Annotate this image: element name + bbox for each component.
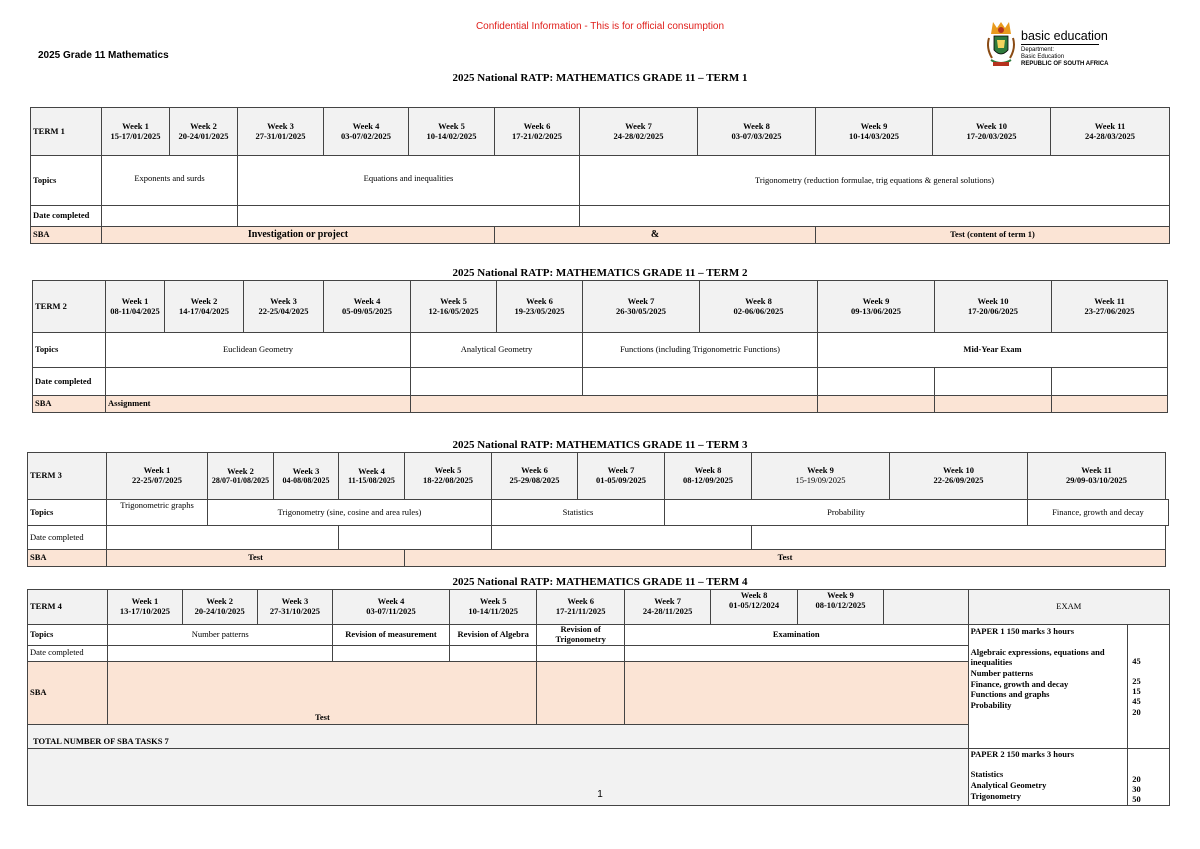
logo-title: basic education: [1021, 29, 1108, 43]
term3-topic-statistics: Statistics: [492, 500, 665, 526]
term2-table: [32, 280, 1168, 413]
term2-date-cell: [411, 368, 583, 396]
term3-table: [27, 452, 1169, 567]
term4-week-8: Week 8 01-05/12/2024: [711, 590, 797, 625]
paper1-mark: 45: [1132, 655, 1141, 666]
term3-week-6: Week 6 25-29/08/2025: [492, 453, 578, 500]
term2-sba-label: SBA: [33, 396, 106, 413]
term1-week-6: Week 6 17-21/02/2025: [495, 108, 580, 156]
term3-date-cell: [492, 526, 752, 550]
term2-week-10: Week 10 17-20/06/2025: [935, 281, 1052, 333]
term4-sba-label: SBA: [28, 661, 108, 724]
term1-date-cell: [238, 206, 580, 227]
term2-date-cell: [935, 368, 1052, 396]
paper1-topic: Probability: [970, 699, 1012, 710]
term2-date-cell: [1052, 368, 1168, 396]
term1-topic-exponents: Exponents and surds: [102, 156, 238, 206]
term1-week-11: Week 11 24-28/03/2025: [1051, 108, 1170, 156]
paper1-mark: 45: [1132, 696, 1141, 707]
term3-topic-trig-graphs: Trigonometric graphs: [107, 500, 208, 526]
term1-week-5: Week 5 10-14/02/2025: [409, 108, 495, 156]
paper1-mark: 25: [1132, 675, 1141, 686]
term4-week-9: Week 9 08-10/12/2025: [797, 590, 883, 625]
term1-topic-trigonometry: Trigonometry (reduction formulae, trig equations & general solutions): [580, 156, 1170, 206]
term2-week-8: Week 8 02-06/06/2025: [700, 281, 818, 333]
term4-week-5: Week 5 10-14/11/2025: [449, 590, 536, 625]
term1-week-4: Week 4 03-07/02/2025: [324, 108, 409, 156]
term4-date-cell: [449, 645, 536, 661]
term3-date-cell: [339, 526, 492, 550]
term4-date-cell: [108, 645, 333, 661]
term3-date-cell: [107, 526, 339, 550]
term2-week-5: Week 5 12-16/05/2025: [411, 281, 497, 333]
logo-dept: Department:: [1021, 47, 1055, 53]
term2-week-9: Week 9 09-13/06/2025: [818, 281, 935, 333]
term3-week-7: Week 7 01-05/09/2025: [578, 453, 665, 500]
term2-sba-cell: [1052, 396, 1168, 413]
term4-topic-number-patterns: Number patterns: [108, 625, 333, 646]
term3-topic-probability: Probability: [665, 500, 1028, 526]
term3-week-5: Week 5 18-22/08/2025: [405, 453, 492, 500]
term4-week-2: Week 2 20-24/10/2025: [182, 590, 257, 625]
term3-date-label: Date completed: [28, 526, 107, 550]
term2-week-7: Week 7 26-30/05/2025: [583, 281, 700, 333]
logo-basic-education: Basic Education: [1021, 54, 1065, 60]
term1-topic-equations: Equations and inequalities: [238, 156, 580, 206]
term2-date-cell: [818, 368, 935, 396]
paper1-topic: Algebraic expressions, equations and inequalities: [970, 646, 1105, 668]
term1-topics-label: Topics: [31, 156, 102, 206]
term4-sba-cell: [537, 661, 624, 724]
term3-date-cell: [752, 526, 1166, 550]
term4-topic-examination: Examination: [624, 625, 968, 646]
paper1-topic: Functions and graphs: [970, 689, 1050, 700]
term4-topics-label: Topics: [28, 625, 108, 646]
term2-sba-cell: [411, 396, 818, 413]
term2-sba-assignment: Assignment: [106, 396, 411, 413]
term4-topic-revision-algebra: Revision of Algebra: [449, 625, 536, 646]
term2-topic-euclidean: Euclidean Geometry: [106, 333, 411, 368]
term2-topics-label: Topics: [33, 333, 106, 368]
term3-week-10: Week 10 22-26/09/2025: [890, 453, 1028, 500]
term1-sba-test: Test (content of term 1): [816, 227, 1170, 244]
term1-label: TERM 1: [31, 108, 102, 156]
term3-topic-finance: Finance, growth and decay: [1028, 500, 1169, 526]
term1-week-7: Week 7 24-28/02/2025: [580, 108, 698, 156]
paper1-block: [968, 625, 1128, 749]
term2-topic-functions: Functions (including Trigonometric Functions): [583, 333, 818, 368]
term1-week-1: Week 1 15-17/01/2025: [102, 108, 170, 156]
logo-country: REPUBLIC OF SOUTH AFRICA: [1021, 61, 1109, 67]
term2-label: TERM 2: [33, 281, 106, 333]
term3-week-1: Week 1 22-25/07/2025: [107, 453, 208, 500]
term3-week-8: Week 8 08-12/09/2025: [665, 453, 752, 500]
term2-topic-midyear: Mid-Year Exam: [818, 333, 1168, 368]
term2-date-label: Date completed: [33, 368, 106, 396]
term4-heading: 2025 National RATP: MATHEMATICS GRADE 11 – TERM 4: [452, 576, 748, 588]
term3-week-11: Week 11 29/09-03/10/2025: [1028, 453, 1166, 500]
term3-sba-test-2: Test: [405, 550, 1166, 567]
term2-week-11: Week 11 23-27/06/2025: [1052, 281, 1168, 333]
term3-heading: 2025 National RATP: MATHEMATICS GRADE 11 – TERM 3: [452, 439, 748, 451]
term1-sba-label: SBA: [31, 227, 102, 244]
total-sba-tasks: TOTAL NUMBER OF SBA TASKS 7: [28, 724, 969, 748]
term2-sba-cell: [818, 396, 935, 413]
term4-topic-revision-measurement: Revision of measurement: [333, 625, 450, 646]
paper2-mark: 50: [1132, 794, 1141, 805]
paper2-topic: Analytical Geometry: [970, 779, 1047, 790]
term3-week-9: Week 9 15-19/09/2025: [752, 453, 890, 500]
term4-label: TERM 4: [28, 590, 108, 625]
term1-week-8: Week 8 03-07/03/2025: [698, 108, 816, 156]
paper1-marks: [1128, 625, 1170, 749]
term4-date-cell: [537, 645, 624, 661]
paper1-mark: 15: [1132, 686, 1141, 697]
page-number: 1: [597, 789, 603, 800]
department-logo-text: [1021, 29, 1108, 68]
document-subject: 2025 Grade 11 Mathematics: [38, 50, 169, 61]
term3-sba-test-1: Test: [107, 550, 405, 567]
term3-label: TERM 3: [28, 453, 107, 500]
term1-week-3: Week 3 27-31/01/2025: [238, 108, 324, 156]
term1-date-cell: [580, 206, 1170, 227]
paper1-topic: Number patterns: [970, 668, 1034, 679]
term4-week-6: Week 6 17-21/11/2025: [537, 590, 624, 625]
term1-date-label: Date completed: [31, 206, 102, 227]
term4-date-cell: [333, 645, 450, 661]
paper1-topic: Finance, growth and decay: [970, 678, 1069, 689]
term2-week-1: Week 1 08-11/04/2025: [106, 281, 165, 333]
term4-exam-label: EXAM: [968, 590, 1169, 625]
paper2-mark: 30: [1132, 784, 1141, 795]
term1-week-10: Week 10 17-20/03/2025: [933, 108, 1051, 156]
term2-week-2: Week 2 14-17/04/2025: [165, 281, 244, 333]
term3-sba-label: SBA: [28, 550, 107, 567]
term1-week-2: Week 2 20-24/01/2025: [170, 108, 238, 156]
term3-week-3: Week 3 04-08/08/2025: [274, 453, 339, 500]
paper2-topic: Statistics: [970, 769, 1004, 780]
term2-week-3: Week 3 22-25/04/2025: [244, 281, 324, 333]
term4-date-label: Date completed: [28, 645, 108, 661]
paper1-title: PAPER 1 150 marks 3 hours: [970, 626, 1075, 636]
term3-topics-label: Topics: [28, 500, 107, 526]
paper2-mark: 20: [1132, 773, 1141, 784]
term4-date-cell: [624, 645, 968, 661]
term2-date-cell: [106, 368, 411, 396]
term2-heading: 2025 National RATP: MATHEMATICS GRADE 11 – TERM 2: [452, 267, 748, 279]
term4-sba-cell: [624, 661, 968, 724]
term3-week-4: Week 4 11-15/08/2025: [339, 453, 405, 500]
term4-table: [27, 589, 1170, 806]
term1-date-cell: [102, 206, 238, 227]
term4-week-1: Week 1 13-17/10/2025: [108, 590, 182, 625]
term4-sba-test: Test: [108, 661, 537, 724]
term1-week-9: Week 9 10-14/03/2025: [816, 108, 933, 156]
paper1-mark: 20: [1132, 706, 1141, 717]
term1-sba-investigation: Investigation or project: [102, 227, 495, 244]
term2-sba-cell: [935, 396, 1052, 413]
term2-topic-analytical: Analytical Geometry: [411, 333, 583, 368]
term3-topic-trig-rules: Trigonometry (sine, cosine and area rules): [208, 500, 492, 526]
term1-sba-and: &: [495, 227, 816, 244]
term4-empty-week: [884, 590, 968, 625]
term4-week-3: Week 3 27-31/10/2025: [257, 590, 332, 625]
paper2-topic: Trigonometry: [970, 790, 1021, 801]
term1-heading: 2025 National RATP: MATHEMATICS GRADE 11 – TERM 1: [452, 72, 748, 84]
confidential-notice: Confidential Information - This is for official consumption: [475, 21, 725, 32]
term4-week-4: Week 4 03-07/11/2025: [333, 590, 450, 625]
term4-topic-revision-trig: Revision of Trigonometry: [537, 625, 624, 646]
term2-date-cell: [583, 368, 818, 396]
coat-of-arms-icon: [988, 22, 1014, 66]
term4-week-7: Week 7 24-28/11/2025: [624, 590, 710, 625]
paper2-title: PAPER 2 150 marks 3 hours: [970, 748, 1075, 759]
term2-week-6: Week 6 19-23/05/2025: [497, 281, 583, 333]
term2-week-4: Week 4 05-09/05/2025: [324, 281, 411, 333]
term1-table: [30, 107, 1170, 244]
term3-week-2: Week 2 28/07-01/08/2025: [208, 453, 274, 500]
